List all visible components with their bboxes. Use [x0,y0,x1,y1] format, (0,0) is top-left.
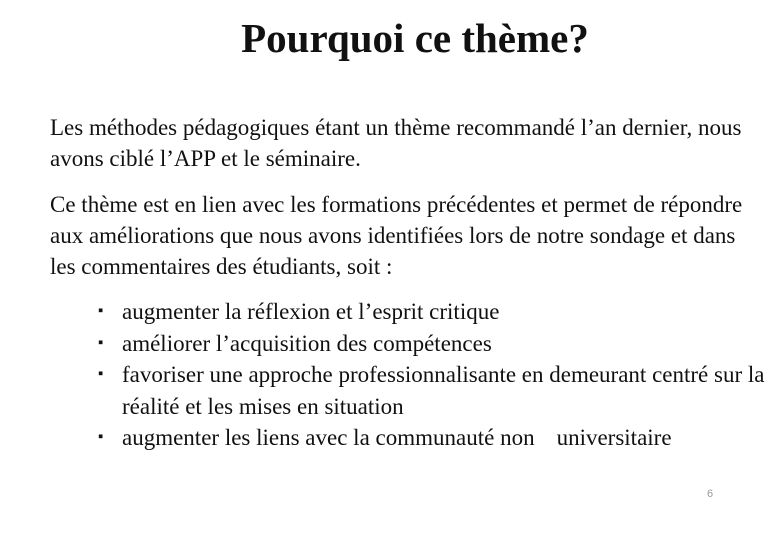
objectives-list [98,296,768,454]
list-item [98,359,768,422]
square-bullet-icon: ▪ [98,366,104,382]
list-item [98,422,768,454]
list-item [98,296,768,328]
page-number: 6 [706,488,714,500]
square-bullet-icon: ▪ [98,303,104,319]
slide-title: Pourquoi ce thème? [241,15,589,61]
list-item-text: augmenter la réflexion et l’esprit critique [122,299,500,324]
square-bullet-icon: ▪ [98,429,104,445]
intro-paragraph: Les méthodes pédagogiques étant un thème recommandé l’an dernier, nous avons ciblé l’APP et le séminaire. [50,115,742,171]
list-item-text: favoriser une approche professionnalisante en demeurant centré sur la réalité et les mises en situation [122,362,765,419]
list-item [98,328,768,360]
square-bullet-icon: ▪ [98,334,104,351]
list-item-text: augmenter les liens avec la communauté non [122,425,535,450]
list-item-text: améliorer l’acquisition des compétences [122,330,492,356]
context-paragraph: Ce thème est en lien avec les formations précédentes et permet de répondre aux améliorations que nous avons identifiées lors de notre sondage et dans les commentaires des étudiants, soit : [50,192,743,279]
list-item-text-end: universitaire [556,425,672,450]
